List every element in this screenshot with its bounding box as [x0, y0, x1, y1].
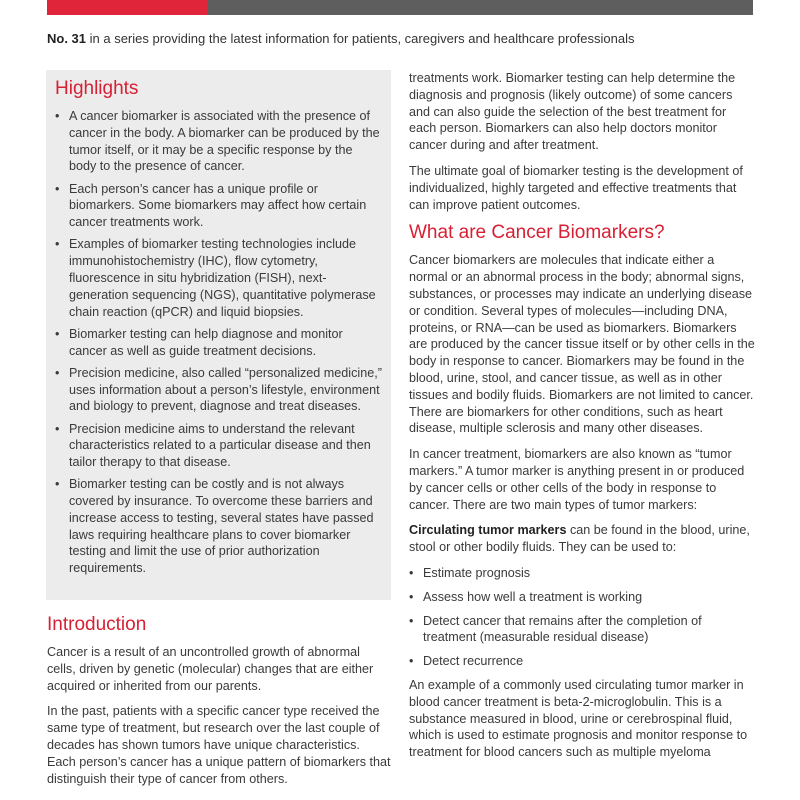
bullet-icon: •	[55, 326, 60, 341]
circulating-markers-paragraph	[409, 522, 755, 556]
bullet-icon: •	[55, 109, 60, 123]
biomarkers-section-title: What are Cancer Biomarkers?	[409, 222, 665, 244]
introduction-paragraph: In the past, patients with a specific cancer type received the same type of treatment, but research over the last couple of decades has shown tumors have unique characteristics. Each person’s cancer has a unique pattern of biomarkers that distinguish their type of cancer from others.	[47, 704, 391, 786]
continued-paragraph: treatments work. Biomarker testing can help determine the diagnosis and prognosis (likely outcome) of some cancers and can also guide the selection of the best treatment for each person. Biomarkers can also help doctors monitor cancer during and after treatment.	[409, 71, 736, 153]
highlight-item	[55, 365, 383, 415]
bullet-icon: •	[55, 477, 60, 492]
use-item	[409, 613, 755, 647]
goal-paragraph: The ultimate goal of biomarker testing is the development of individualized, highly targeted and effective treatments that can improve patient outcomes.	[409, 163, 743, 212]
use-item-text: Estimate prognosis	[423, 565, 531, 580]
introduction-paragraph: Cancer is a result of an uncontrolled growth of abnormal cells, driven by genetic (molecular) changes that are either acquired or inherited from our parents.	[47, 645, 374, 693]
example-paragraph: An example of a commonly used circulating tumor marker in blood cancer treatment is beta-2-microglobulin. This is a substance measured in blood, urine or cerebrospinal fluid, which is used to estimate prognosis and monitor response to treatment for blood cancers such as multiple myeloma	[409, 677, 748, 760]
highlight-item-text: Examples of biomarker testing technologies include immunohistochemistry (IHC), flow cytometry, fluorescence in situ hybridization (FISH), next-generation sequencing (NGS), quantitative polymerase chain reaction (qPCR) and liquid biopsies.	[69, 237, 376, 319]
highlight-item-text: A cancer biomarker is associated with the presence of cancer in the body. A biomarker can be produced by the tumor itself, or it may be a specific response by the body to the presence of cancer.	[69, 109, 380, 174]
highlight-item-text: Precision medicine aims to understand the relevant characteristics related to a particular disease and then tailor therapy to that disease.	[69, 421, 371, 470]
right-column	[409, 70, 755, 770]
highlight-item-text: Precision medicine, also called “personalized medicine,” uses information about a person’s lifestyle, environment and biology to prevent, diagnose and treat diseases.	[69, 365, 382, 414]
highlight-item	[55, 326, 383, 360]
bullet-icon: •	[409, 589, 414, 604]
bullet-icon: •	[55, 181, 60, 196]
use-item	[409, 589, 755, 606]
series-number: No. 31	[47, 31, 87, 46]
bullet-icon: •	[55, 421, 60, 436]
highlight-item	[55, 108, 383, 175]
tumor-markers-paragraph: In cancer treatment, biomarkers are also known as “tumor markers.” A tumor marker is anything present in or produced by cancer cells or other cells of the body in response to cancer. There are two main types of tumor markers:	[409, 447, 745, 512]
uses-list	[409, 565, 755, 670]
series-line	[47, 31, 757, 46]
series-description: in a series providing the latest information for patients, caregivers and healthcare professionals	[86, 31, 635, 46]
use-item	[409, 653, 755, 670]
biomarkers-paragraph: Cancer biomarkers are molecules that indicate either a normal or an abnormal process in the body; abnormal signs, substances, or processes may indicate an underlying disease or condition. Several types of molecules—including DNA, proteins, or RNA—can be used as biomarkers. Biomarkers are produced by the cancer tissue itself or by other cells in the body in response to cancer. Biomarkers may be found in the blood, urine, stool, and cancer tissue, as well as in other tissues and bodily fluids. Biomarkers are not limited to cancer. There are biomarkers for other conditions, such as heart disease, multiple sclerosis and many other diseases.	[409, 253, 755, 436]
bullet-icon: •	[55, 237, 60, 252]
bullet-icon: •	[409, 565, 414, 580]
highlight-item	[55, 476, 383, 577]
highlights-box	[46, 70, 391, 600]
introduction-title: Introduction	[47, 614, 147, 635]
highlight-item-text: Biomarker testing can be costly and is not always covered by insurance. To overcome these barriers and increase access to testing, several states have passed laws requiring healthcare plans to cover biomarker testing and limit the use of prior authorization requirements.	[69, 477, 374, 576]
use-item-text: Assess how well a treatment is working	[423, 589, 643, 604]
bullet-icon: •	[55, 365, 60, 380]
top-bar-red-segment	[47, 0, 207, 15]
top-color-bar	[47, 0, 753, 15]
use-item	[409, 565, 755, 582]
highlight-item-text: Biomarker testing can help diagnose and monitor cancer as well as guide treatment decisions.	[69, 326, 343, 358]
highlight-item-text: Each person’s cancer has a unique profile or biomarkers. Some biomarkers may affect how certain cancer treatments work.	[69, 181, 367, 230]
introduction-section	[47, 614, 392, 796]
circulating-markers-text: can be found in the blood, urine, stool or other bodily fluids. They can be used to:	[409, 523, 750, 555]
highlight-item	[55, 236, 383, 320]
highlights-title: Highlights	[55, 78, 139, 99]
highlight-item	[55, 421, 383, 471]
highlight-item	[55, 181, 383, 231]
use-item-text: Detect cancer that remains after the completion of treatment (measurable residual disease)	[423, 613, 702, 645]
bullet-icon: •	[409, 613, 414, 628]
use-item-text: Detect recurrence	[423, 654, 524, 669]
top-bar-gray-segment	[207, 0, 753, 15]
circulating-markers-term: Circulating tumor markers	[409, 523, 567, 538]
bullet-icon: •	[409, 654, 414, 669]
highlights-list	[55, 108, 383, 582]
